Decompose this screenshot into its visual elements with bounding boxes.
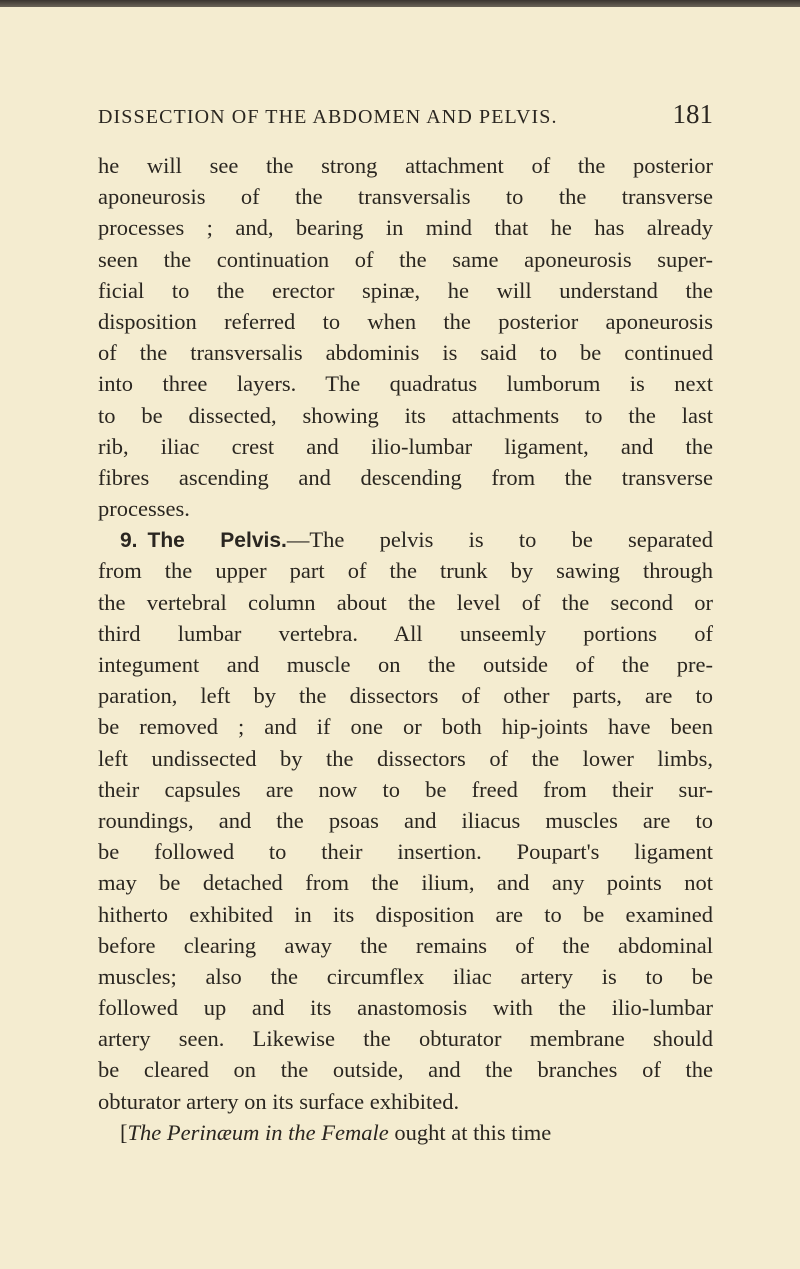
section-first-line: —The pelvis is to be separated: [286, 527, 714, 553]
text-line: third lumbar vertebra. All unseemly portions of: [98, 620, 713, 646]
text-line: integument and muscle on the outside of the pre-: [98, 652, 713, 677]
text-line: fibres ascending and descending from the transverse: [98, 464, 713, 490]
text-line: paration, left by the dissectors of other parts, are to: [98, 683, 713, 709]
text-line: processes ; and, bearing in mind that he has already: [98, 215, 713, 241]
page-header: [98, 99, 713, 135]
text-line: artery seen. Likewise the obturator membrane should: [98, 1026, 713, 1052]
text-line: rib, iliac crest and ilio-lumbar ligament, and the: [98, 433, 713, 459]
text-line: obturator artery on its surface exhibited.: [98, 1088, 460, 1114]
italic-title: The Perinæum in the Female: [127, 1119, 389, 1145]
text-line: before clearing away the remains of the abdominal: [98, 932, 713, 958]
final-line: [98, 1117, 713, 1148]
page-top-edge: [0, 0, 800, 7]
page-number: 181: [672, 99, 713, 129]
text-line: muscles; also the circumflex iliac artery is to be: [98, 963, 713, 989]
text-line: be removed ; and if one or both hip-joints have been: [98, 714, 713, 740]
section-number: 9.: [120, 529, 138, 553]
text-line: seen the continuation of the same aponeurosis super-: [98, 246, 713, 272]
body-text: [98, 150, 713, 1148]
text-line: of the transversalis abdominis is said to be continued: [98, 340, 713, 366]
text-line: may be detached from the ilium, and any points not: [98, 870, 713, 896]
text-line: left undissected by the dissectors of the lower limbs,: [98, 745, 713, 771]
running-head: DISSECTION OF THE ABDOMEN AND PELVIS.: [98, 106, 558, 128]
section-heading-line: [98, 524, 713, 555]
text-line: roundings, and the psoas and iliacus muscles are to: [98, 807, 713, 833]
text-line: processes.: [98, 496, 190, 522]
text-line: disposition referred to when the posterior aponeurosis: [98, 308, 713, 334]
text-line: be cleared on the outside, and the branches of the: [98, 1057, 713, 1083]
text-line: from the upper part of the trunk by sawing through: [98, 558, 713, 584]
text-line: be followed to their insertion. Poupart's ligament: [98, 839, 713, 865]
section-title: The Pelvis.: [147, 529, 287, 553]
text-line: followed up and its anastomosis with the ilio-lumbar: [98, 995, 713, 1021]
open-bracket: [: [120, 1119, 128, 1145]
text-line: he will see the strong attachment of the posterior: [98, 153, 713, 178]
text-line: their capsules are now to be freed from their sur-: [98, 776, 713, 802]
text-line: into three layers. The quadratus lumborum is next: [98, 371, 713, 397]
text-line: ficial to the erector spinæ, he will understand the: [98, 277, 713, 303]
text-line: aponeurosis of the transversalis to the transverse: [98, 184, 713, 210]
text-line: the vertebral column about the level of the second or: [98, 589, 713, 615]
text-line: hitherto exhibited in its disposition are to be examined: [98, 901, 713, 927]
text-line: to be dissected, showing its attachments to the last: [98, 402, 713, 428]
final-line-rest: ought at this time: [388, 1119, 552, 1145]
